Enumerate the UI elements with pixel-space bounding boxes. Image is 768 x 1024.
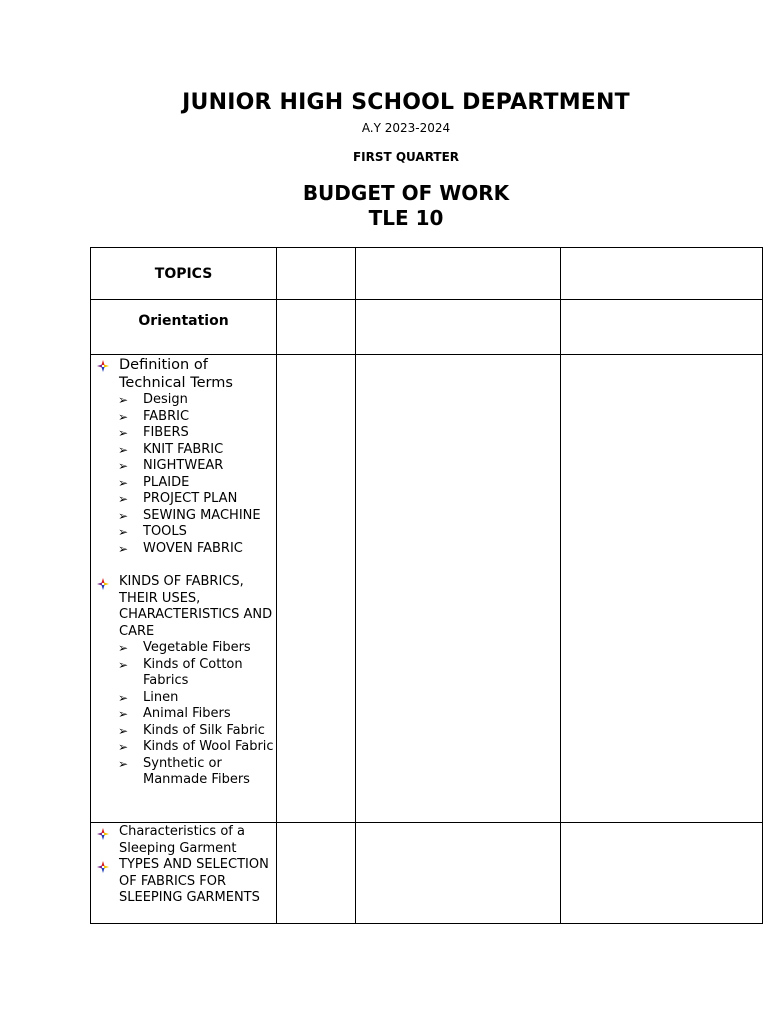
arrowhead-bullet-icon: ➢ (118, 409, 129, 424)
empty-cell (355, 823, 560, 924)
arrowhead-bullet-icon: ➢ (118, 525, 129, 539)
empty-cell (355, 248, 560, 300)
empty-cell (277, 300, 355, 355)
arrowhead-bullet-icon: ➢ (118, 426, 129, 440)
list-item: ➢ TOOLS (118, 524, 187, 539)
topic-label: TYPES AND SELECTION OF FABRICS FOR SLEEPING GARMENTS (119, 857, 269, 905)
orientation-cell: Orientation (91, 300, 277, 355)
title-line-1: BUDGET OF WORK (302, 181, 510, 205)
four-color-arrow-bullet-icon (97, 578, 109, 590)
department-title: JUNIOR HIGH SCHOOL DEPARTMENT (182, 90, 630, 115)
list-item: ➢ Animal Fibers (118, 706, 231, 721)
topic-label: Characteristics of a Sleeping Garment (119, 824, 245, 856)
empty-cell (277, 355, 355, 823)
topic-label: Definition of Technical Terms (119, 357, 233, 391)
budget-of-work-table (90, 247, 763, 924)
four-color-arrow-bullet-icon (97, 861, 109, 873)
list-item: ➢ Kinds of Cotton Fabrics (118, 656, 243, 688)
list-item: ➢ FABRIC (118, 408, 190, 424)
list-item: ➢ Kinds of Silk Fabric (118, 722, 265, 738)
topics-header: TOPICS (91, 248, 277, 300)
topic-item (91, 824, 276, 857)
table-row-header (91, 248, 763, 300)
quarter-label: FIRST QUARTER (352, 150, 460, 164)
arrowhead-bullet-icon: ➢ (118, 657, 129, 672)
empty-cell (277, 823, 355, 924)
subtopic-list (119, 392, 276, 557)
list-item: ➢ FIBERS (118, 425, 189, 440)
list-item: ➢ Synthetic or Manmade Fibers (118, 755, 250, 787)
list-item: ➢ Kinds of Wool Fabric (118, 739, 274, 754)
topics-cell (91, 355, 277, 823)
empty-cell (355, 300, 560, 355)
topic-item (91, 356, 276, 557)
arrowhead-bullet-icon: ➢ (118, 442, 129, 457)
academic-year: A.Y 2023-2024 (361, 121, 451, 135)
list-item: ➢ Vegetable Fibers (118, 640, 251, 655)
arrowhead-bullet-icon: ➢ (118, 723, 129, 738)
table-row-topics (91, 355, 763, 823)
empty-cell (560, 355, 762, 823)
list-item: ➢ NIGHTWEAR (118, 458, 224, 473)
empty-cell (277, 248, 355, 300)
arrowhead-bullet-icon: ➢ (118, 641, 129, 655)
four-color-arrow-bullet-icon (97, 828, 109, 840)
arrowhead-bullet-icon: ➢ (118, 541, 129, 556)
title-line-2: TLE 10 (368, 206, 444, 230)
arrowhead-bullet-icon: ➢ (118, 492, 129, 506)
topic-item (91, 857, 276, 907)
empty-cell (355, 355, 560, 823)
table-row-sleeping-garments (91, 823, 763, 924)
topics-cell (91, 823, 277, 924)
empty-cell (560, 823, 762, 924)
list-item: ➢ Design (118, 392, 188, 407)
arrowhead-bullet-icon: ➢ (118, 508, 129, 523)
arrowhead-bullet-icon: ➢ (118, 690, 129, 705)
list-item: ➢ PROJECT PLAN (118, 491, 238, 506)
document-title (0, 181, 768, 231)
arrowhead-bullet-icon: ➢ (118, 707, 129, 721)
empty-cell (560, 248, 762, 300)
list-item: ➢ SEWING MACHINE (118, 507, 261, 523)
arrowhead-bullet-icon: ➢ (118, 475, 129, 490)
arrowhead-bullet-icon: ➢ (118, 393, 129, 407)
list-item: ➢ WOVEN FABRIC (118, 540, 243, 556)
list-item: ➢ Linen (118, 689, 179, 705)
topic-label: KINDS OF FABRICS, THEIR USES, CHARACTERISTICS AND CARE (119, 574, 273, 639)
four-color-arrow-bullet-icon (97, 360, 109, 372)
empty-cell (560, 300, 762, 355)
topic-item (91, 574, 276, 789)
arrowhead-bullet-icon: ➢ (118, 756, 129, 771)
table-row-orientation (91, 300, 763, 355)
subtopic-list (119, 640, 276, 789)
arrowhead-bullet-icon: ➢ (118, 740, 129, 754)
list-item: ➢ PLAIDE (118, 474, 190, 490)
list-item: ➢ KNIT FABRIC (118, 441, 224, 457)
arrowhead-bullet-icon: ➢ (118, 459, 129, 473)
